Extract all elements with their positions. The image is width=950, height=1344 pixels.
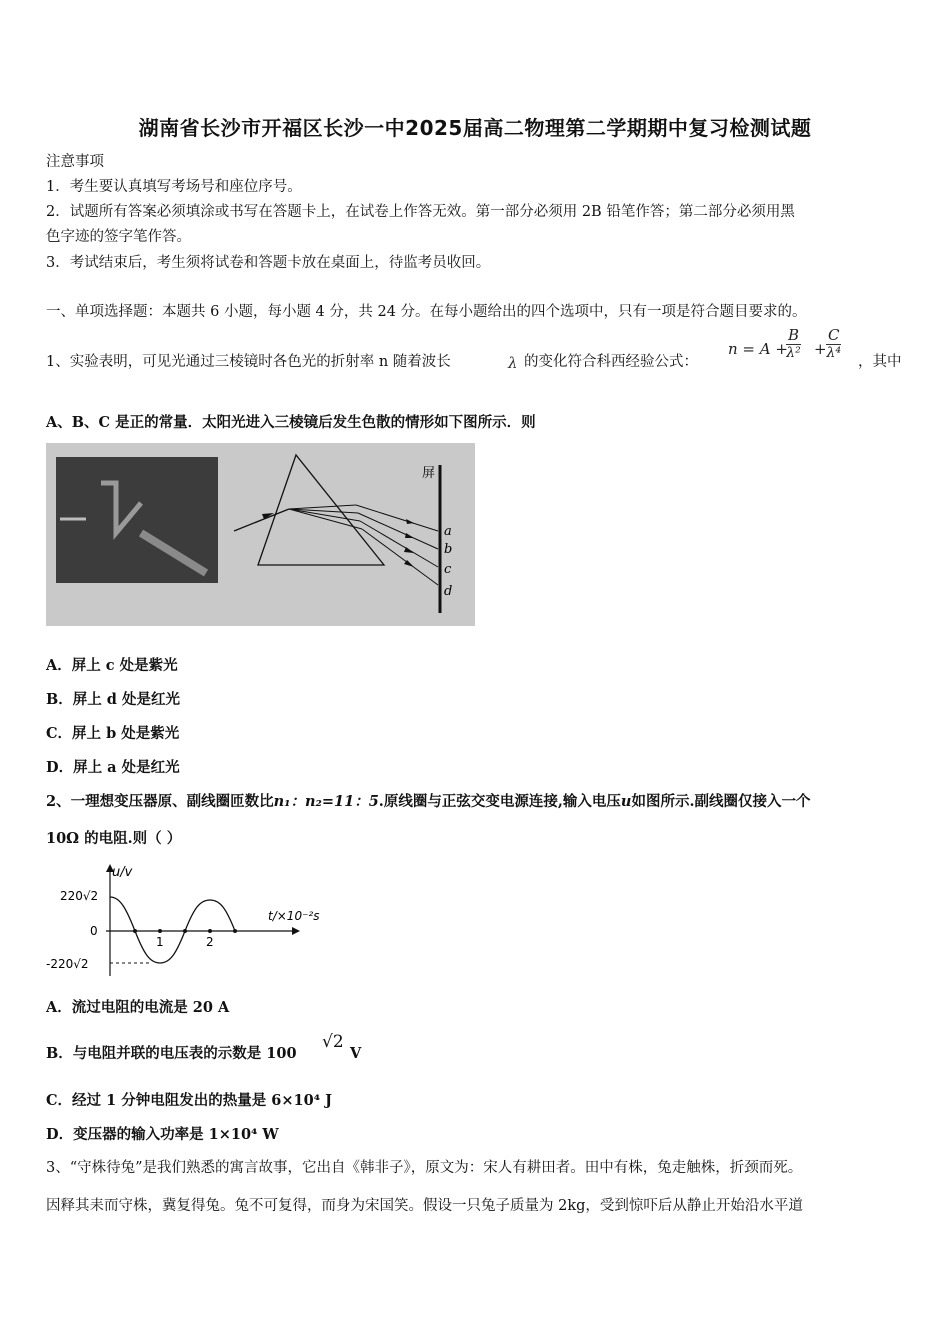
q2-stem-a: 2、一理想变压器原、副线圈匝数比 xyxy=(46,793,274,810)
tick-2-dot xyxy=(208,929,212,933)
formula-den1: λ² xyxy=(786,345,801,361)
q2-stem-d: 10Ω 的电阻.则（ ） xyxy=(46,830,182,847)
lambda-symbol: λ xyxy=(508,354,518,372)
screen-label: 屏 xyxy=(422,466,436,481)
formula-plus: + xyxy=(814,340,827,358)
q2-option-b-unit: V xyxy=(350,1045,362,1062)
x-axis-label: t/×10⁻²s xyxy=(268,909,320,923)
zero-crossing-1 xyxy=(133,929,137,933)
label-b: b xyxy=(444,542,453,557)
tick-1-label: 1 xyxy=(156,935,164,949)
notice-item-2b: 色字迹的签字笔作答。 xyxy=(46,229,191,245)
q3-line-2: 因释其耒而守株，冀复得兔。兔不可复得，而身为宋国笑。假设一只兔子质量为 2kg，受到惊吓后从静止开始沿水平道 xyxy=(46,1198,803,1214)
notice-heading: 注意事项 xyxy=(46,154,104,170)
q1-stem-c: ，其中 xyxy=(858,354,902,370)
x-axis-arrow xyxy=(292,927,300,935)
q2-option-b-text: B．与电阻并联的电压表的示数是 100 xyxy=(46,1045,297,1062)
voltage-graph xyxy=(46,862,346,980)
q1-option-a: A．屏上 c 处是紫光 xyxy=(46,657,178,674)
formula-frac-c xyxy=(826,326,841,361)
tick-1-dot xyxy=(158,929,162,933)
section-heading: 一、单项选择题：本题共 6 小题，每小题 4 分，共 24 分。在每小题给出的四个选项中，只有一项是符合题目要求的。 xyxy=(46,304,807,320)
q1-stem-d: A、B、C 是正的常量．太阳光进入三棱镜后发生色散的情形如下图所示．则 xyxy=(46,414,536,431)
sine-curve xyxy=(110,897,235,963)
label-c: c xyxy=(444,562,452,577)
formula-c: C xyxy=(828,326,840,344)
zero-crossing-3 xyxy=(233,929,237,933)
q1-stem-b: 的变化符合科西经验公式： xyxy=(524,354,698,370)
ymax-label: 220√2 xyxy=(60,889,99,903)
q2-option-a: A．流过电阻的电流是 20 A xyxy=(46,999,230,1016)
q2-stem-line1 xyxy=(46,792,906,812)
q2-u: u xyxy=(620,793,632,810)
page-title: 湖南省长沙市开福区长沙一中2025届高二物理第二学期期中复习检测试题 xyxy=(138,116,812,140)
q3-line-1: 3、“守株待兔”是我们熟悉的寓言故事，它出自《韩非子》，原文为：宋人有耕田者。田中有株，兔走触株，折颈而死。 xyxy=(46,1160,803,1176)
formula-lhs: n = A + xyxy=(728,340,788,358)
label-a: a xyxy=(444,524,452,539)
q1-stem-a: 1、实验表明，可见光通过三棱镜时各色光的折射率 n 随着波长 xyxy=(46,354,451,370)
formula-frac-b xyxy=(786,326,801,361)
q2-option-d: D．变压器的输入功率是 1×10⁴ W xyxy=(46,1126,279,1143)
formula-den2: λ⁴ xyxy=(826,345,841,361)
formula-b: B xyxy=(788,326,800,344)
notice-item-3: 3．考试结束后，考生须将试卷和答题卡放在桌面上，待监考员收回。 xyxy=(46,255,491,271)
label-d: d xyxy=(444,584,453,599)
q2-stem-b: .原线圈与正弦交变电源连接,输入电压 xyxy=(378,793,621,810)
notice-item-1: 1．考生要认真填写考场号和座位序号。 xyxy=(46,179,302,195)
prism-dispersion-figure xyxy=(46,443,475,626)
q2-option-c: C．经过 1 分钟电阻发出的热量是 6×10⁴ J xyxy=(46,1092,332,1109)
y-axis-label: u/v xyxy=(112,865,133,880)
q2-stem-c: 如图所示.副线圈仅接入一个 xyxy=(631,793,811,810)
q2-ratio: n₁：n₂=11：5 xyxy=(273,793,379,810)
q1-option-b: B．屏上 d 处是红光 xyxy=(46,691,180,708)
zero-crossing-2 xyxy=(183,929,187,933)
ymin-label: -220√2 xyxy=(46,957,89,971)
notice-item-2a: 2．试题所有答案必须填涂或书写在答题卡上，在试卷上作答无效。第一部分必须用 2B 铅笔作答；第二部分必须用黑 xyxy=(46,204,795,220)
q1-option-d: D．屏上 a 处是红光 xyxy=(46,759,180,776)
tick-2-label: 2 xyxy=(206,935,214,949)
q1-option-c: C．屏上 b 处是紫光 xyxy=(46,725,180,742)
cauchy-formula xyxy=(724,326,856,374)
q2-option-b-root: √2 xyxy=(322,1032,344,1052)
zero-label: 0 xyxy=(90,924,98,938)
